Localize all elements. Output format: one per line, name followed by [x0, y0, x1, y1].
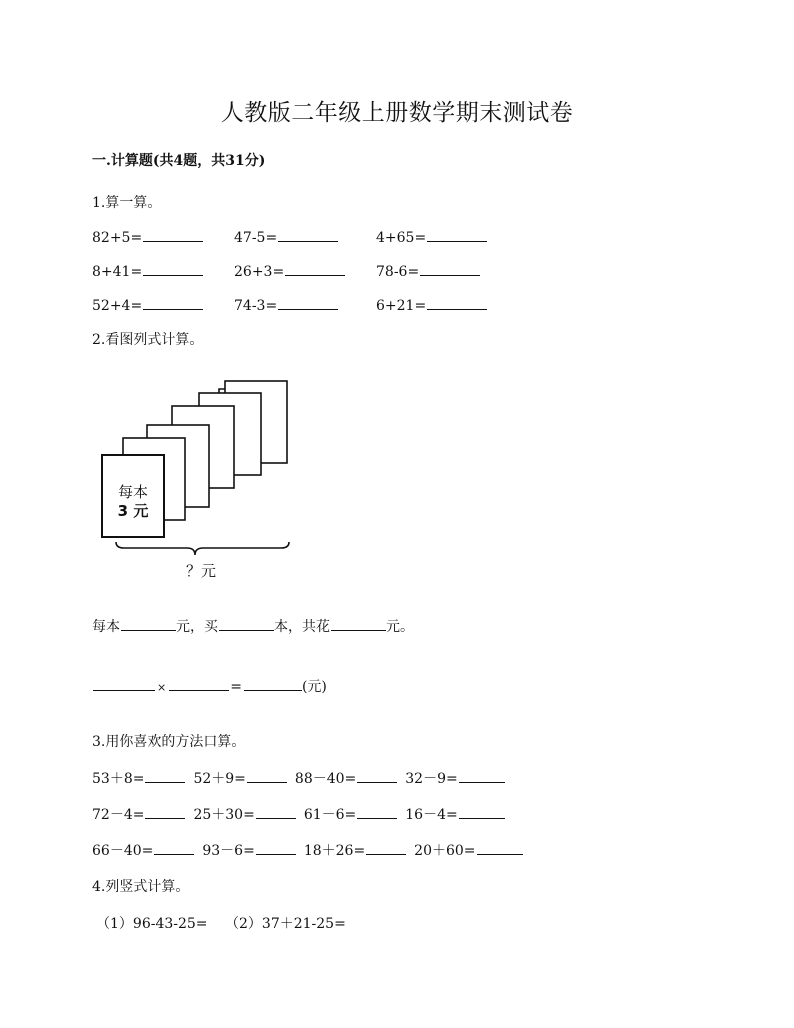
answer-blank[interactable]: [256, 804, 296, 819]
q1-expression: 47-5=: [234, 230, 278, 246]
answer-blank[interactable]: [357, 768, 397, 783]
q3-item: [193, 804, 295, 824]
q1-expression: 82+5=: [92, 230, 143, 246]
q3-item: [193, 768, 286, 788]
q3-item: [405, 768, 504, 788]
answer-blank[interactable]: [278, 227, 338, 242]
q3-expression: 53＋8=: [92, 771, 145, 787]
times-sign: ×: [157, 681, 167, 694]
q3-item: [202, 840, 295, 860]
q1-item: [376, 227, 518, 246]
answer-blank[interactable]: [219, 616, 274, 631]
equals-sign: =: [230, 679, 242, 695]
answer-blank[interactable]: [366, 840, 406, 855]
question-1-label: 1.算一算。: [92, 195, 162, 211]
answer-blank[interactable]: [143, 295, 203, 310]
answer-blank[interactable]: [244, 676, 302, 691]
q3-expression: 93－6=: [202, 843, 255, 859]
answer-blank[interactable]: [459, 768, 505, 783]
q1-expression: 26+3=: [234, 264, 285, 280]
answer-blank[interactable]: [256, 840, 296, 855]
q3-item: [295, 768, 397, 788]
q1-item: [234, 295, 376, 314]
book-price-line2: 3 元: [117, 502, 149, 520]
q3-expression: 61－6=: [303, 807, 357, 823]
q1-item: [376, 261, 518, 280]
answer-blank[interactable]: [121, 616, 176, 631]
fill-text: 本，共花: [274, 619, 330, 635]
fill-text: 每本: [92, 619, 120, 635]
answer-blank[interactable]: [145, 768, 185, 783]
q1-expression: 6+21=: [376, 298, 427, 314]
brace-label: ？元: [185, 562, 217, 580]
answer-blank[interactable]: [427, 227, 487, 242]
q2-fill-sentence: [92, 616, 414, 636]
answer-blank[interactable]: [477, 840, 523, 855]
books-figure: [95, 375, 300, 585]
q1-row-2: [92, 261, 518, 280]
q3-expression: 18＋26=: [303, 843, 366, 859]
q3-row-1: [92, 768, 513, 788]
q3-item: [304, 804, 397, 824]
q3-expression: 20＋60=: [414, 843, 476, 859]
q3-item: [92, 804, 185, 824]
section-heading: 一.计算题(共4题，共31分): [92, 153, 266, 169]
page-title: 人教版二年级上册数学期末测试卷: [220, 100, 574, 126]
fill-text: 元，买: [176, 619, 218, 635]
q1-expression: 52+4=: [92, 298, 143, 314]
q3-item: [414, 840, 522, 860]
q3-expression: 32－9=: [405, 771, 458, 787]
q1-item: [92, 261, 234, 280]
q1-item: [234, 227, 376, 246]
answer-blank[interactable]: [427, 295, 487, 310]
q1-item: [92, 295, 234, 314]
answer-blank[interactable]: [169, 676, 229, 691]
q3-item: [405, 804, 504, 824]
q1-expression: 4+65=: [376, 230, 427, 246]
q3-item: [92, 840, 194, 860]
answer-blank[interactable]: [357, 804, 397, 819]
answer-blank[interactable]: [143, 261, 203, 276]
question-3-label: 3.用你喜欢的方法口算。: [92, 734, 246, 750]
question-2-label: 2.看图列式计算。: [92, 332, 204, 348]
answer-blank[interactable]: [143, 227, 203, 242]
q4-item-1: （1）96-43-25=: [96, 916, 208, 932]
q3-expression: 52＋9=: [193, 771, 246, 787]
q3-item: [92, 768, 185, 788]
q3-row-3: [92, 840, 531, 860]
answer-blank[interactable]: [285, 261, 345, 276]
answer-blank[interactable]: [145, 804, 185, 819]
q3-expression: 88－40=: [294, 771, 357, 787]
q3-expression: 25＋30=: [193, 807, 255, 823]
q1-item: [376, 295, 518, 314]
q1-item: [92, 227, 234, 246]
q4-item-2: （2）37＋21-25=: [225, 916, 346, 932]
question-4-label: 4.列竖式计算。: [92, 879, 190, 895]
q1-row-1: [92, 227, 518, 246]
answer-blank[interactable]: [420, 261, 480, 276]
answer-blank[interactable]: [331, 616, 386, 631]
answer-blank[interactable]: [154, 840, 194, 855]
fill-text: 元。: [386, 619, 414, 635]
q3-expression: 16－4=: [405, 807, 458, 823]
q3-row-2: [92, 804, 513, 824]
q1-row-3: [92, 295, 518, 314]
q1-expression: 8+41=: [92, 264, 143, 280]
q1-item: [234, 261, 376, 280]
book-price-line1: 每本: [117, 483, 149, 501]
q1-expression: 74-3=: [234, 298, 278, 314]
q3-expression: 72－4=: [92, 807, 145, 823]
q1-expression: 78-6=: [376, 264, 420, 280]
q3-expression: 66－40=: [92, 843, 154, 859]
answer-blank[interactable]: [278, 295, 338, 310]
total-brace: [116, 542, 289, 555]
answer-blank[interactable]: [459, 804, 505, 819]
q3-item: [304, 840, 406, 860]
answer-blank[interactable]: [247, 768, 287, 783]
q2-equation: [92, 676, 327, 696]
answer-blank[interactable]: [93, 676, 155, 691]
unit-text: (元): [301, 679, 327, 695]
